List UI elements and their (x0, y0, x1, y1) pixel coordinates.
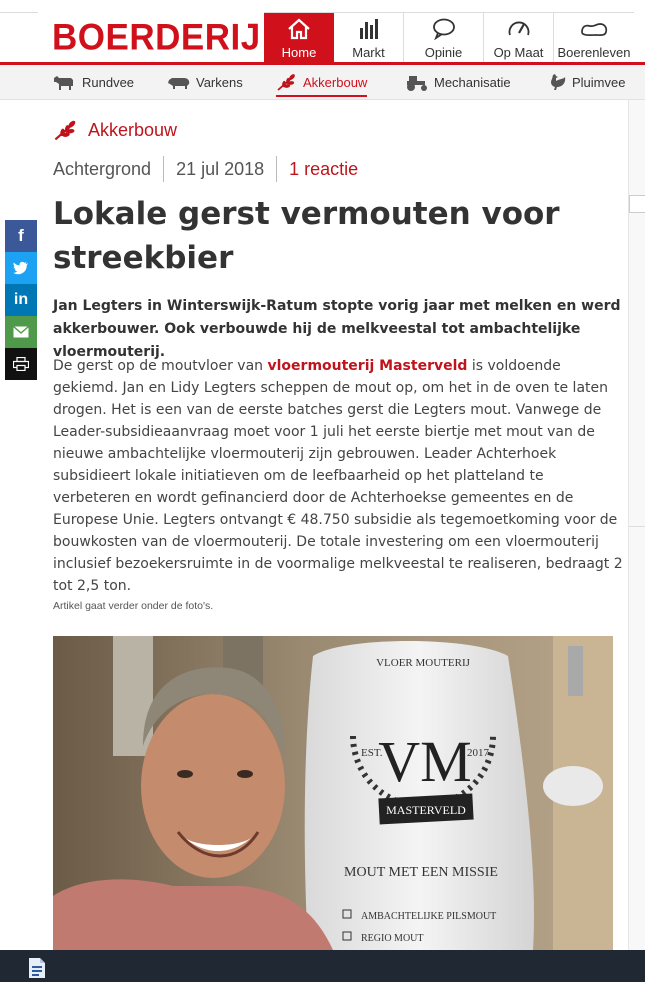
facebook-icon: f (18, 226, 24, 245)
photo-banner: MASTERVELD (386, 803, 466, 817)
nav-markt[interactable] (334, 13, 404, 64)
nav-boerenleven[interactable] (554, 13, 634, 64)
share-bar (5, 220, 37, 380)
right-rail-divider (629, 526, 645, 527)
subnav-rundvee[interactable] (53, 65, 134, 99)
body-text-pre: De gerst op de moutvloer van (53, 358, 268, 374)
right-rail-toggle[interactable] (629, 195, 645, 213)
article-category-label: Akkerbouw (88, 119, 178, 140)
article-photo[interactable] (53, 636, 613, 950)
print-icon (13, 357, 29, 371)
wheat-icon (276, 73, 298, 91)
nav-op-maat[interactable] (484, 13, 554, 64)
twitter-icon (13, 261, 29, 275)
cow-icon (53, 74, 77, 90)
meta-divider (163, 156, 164, 182)
subnav-akkerbouw[interactable] (276, 65, 367, 99)
gauge-icon (507, 18, 531, 40)
main-nav (264, 12, 634, 64)
share-facebook-button[interactable] (5, 220, 37, 252)
subnav-pluimvee[interactable] (547, 65, 625, 99)
pig-icon (167, 74, 191, 90)
photo-slogan: MOUT MET EEN MISSIE (344, 865, 498, 880)
meta-divider (276, 156, 277, 182)
speech-bubble-icon (432, 18, 456, 40)
article-category[interactable] (53, 119, 177, 141)
nav-boerenleven-label: Boerenleven (557, 45, 631, 60)
continue-note: Artikel gaat verder onder de foto's. (53, 600, 214, 612)
home-icon (287, 18, 311, 40)
body-text-post: is voldoende gekiemd. Jan en Lidy Legters scheppen de mout op, om het in de oven te laten drogen. Het is een van de eerste batches gerst die Legters mout. Vanwege de Leader-subsidieaanvraag moet voor 1 juli het eerste biertje met mout van de nieuwe ambachtelijke vloermouterij zijn gebrouwen. Leader Achterhoek subsidieert lokale initiatieven om de leefbaarheid op het platteland te verbeteren en wordt gefinancierd door de Achterhoekse gemeentes en de Europese Unie. Legters ontvangt € 48.750 subsidie als tegemoetkoming voor de bouwkosten van de vloermouterij. De totale investering om een vloermouterij inclusief bezoekersruimte in de voormalige melkveestal te realiseren, bedraagt 2 tot 2,5 ton. (53, 358, 623, 594)
sector-nav (0, 65, 645, 100)
email-icon (13, 326, 29, 338)
subnav-mechanisatie[interactable] (405, 65, 511, 99)
nav-home[interactable] (264, 13, 334, 64)
masterveld-link[interactable]: vloermouterij Masterveld (267, 358, 468, 374)
share-linkedin-button[interactable] (5, 284, 37, 316)
site-logo[interactable]: BOERDERIJ (52, 17, 261, 58)
linkedin-icon: in (13, 291, 29, 308)
subnav-pluimvee-label: Pluimvee (572, 74, 626, 90)
nav-opinie-label: Opinie (424, 45, 463, 60)
tractor-icon (405, 73, 429, 91)
photo-illustration (53, 636, 613, 950)
photo-list-1: AMBACHTELIJKE PILSMOUT (361, 911, 497, 922)
nav-op-maat-label: Op Maat (493, 45, 544, 60)
wheat-icon (53, 119, 79, 141)
right-rail (628, 100, 645, 950)
clog-icon (580, 20, 608, 40)
subnav-akkerbouw-label: Akkerbouw (303, 74, 368, 90)
nav-markt-label: Markt (352, 45, 385, 60)
reactions-link[interactable]: 1 reactie (289, 158, 359, 179)
subnav-varkens-label: Varkens (196, 74, 243, 90)
chicken-icon (547, 73, 567, 91)
article (38, 100, 628, 950)
photo-year: 2017 (467, 747, 489, 759)
share-twitter-button[interactable] (5, 252, 37, 284)
photo-list-2: REGIO MOUT (361, 933, 424, 944)
article-meta (53, 156, 358, 182)
photo-bag-top: VLOER MOUTERIJ (376, 657, 470, 669)
subnav-rundvee-label: Rundvee (82, 74, 135, 90)
article-body (53, 355, 623, 597)
document-app-icon[interactable] (27, 957, 47, 979)
header-edge (0, 12, 38, 64)
subnav-mechanisatie-label: Mechanisatie (434, 74, 511, 90)
article-type: Achtergrond (53, 158, 152, 179)
site-header (0, 0, 645, 64)
photo-monogram: VM (378, 729, 472, 794)
nav-home-label: Home (281, 45, 317, 60)
article-lead: Jan Legters in Winterswijk-Ratum stopte vorig jaar met melken en werd akkerbouwer. Ook verbouwde hij de melkveestal tot ambachtelijke vloermouterij. (53, 298, 621, 360)
nav-opinie[interactable] (404, 13, 484, 64)
subnav-varkens[interactable] (167, 65, 243, 99)
share-email-button[interactable] (5, 316, 37, 348)
bar-chart-icon (358, 18, 380, 40)
article-date: 21 jul 2018 (176, 158, 265, 179)
article-title: Lokale gerst vermouten voor streekbier (53, 196, 560, 276)
print-button[interactable] (5, 348, 37, 380)
photo-est: EST. (361, 747, 383, 759)
os-taskbar (0, 950, 645, 982)
